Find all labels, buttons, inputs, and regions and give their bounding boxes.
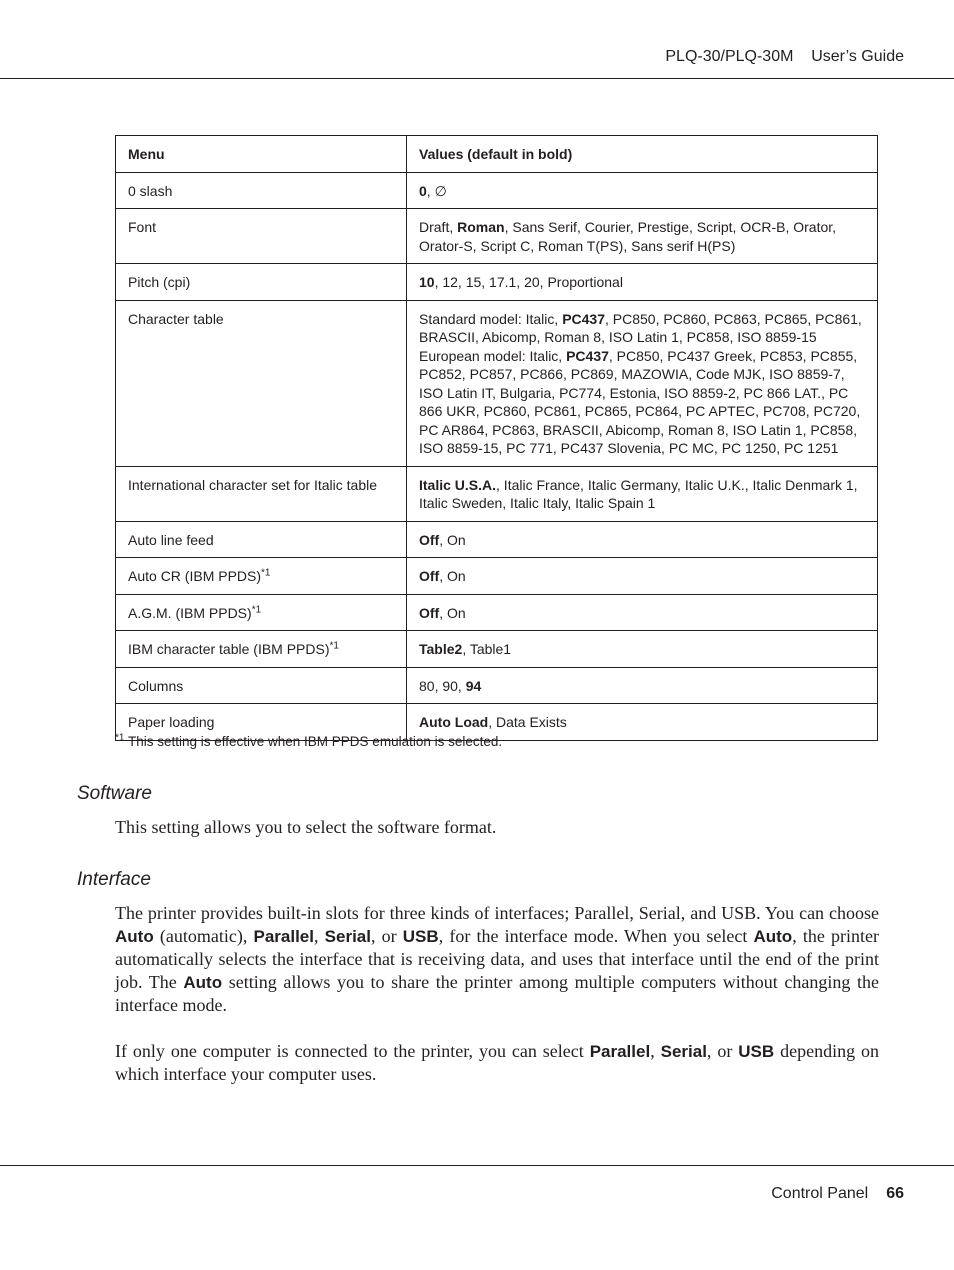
option-parallel: Parallel xyxy=(589,1042,651,1061)
other-values: , PC850, PC860, PC863, PC865, PC861, BRASCII, Abicomp, Roman 8, ISO Latin 1, PC858, ISO 8859-15 xyxy=(419,310,862,345)
column-header-values: Values (default in bold) xyxy=(407,136,878,173)
text-run: , for the interface mode. When you select xyxy=(438,926,754,946)
option-parallel: Parallel xyxy=(253,927,314,946)
values-cell xyxy=(407,172,878,209)
table-row xyxy=(116,558,878,595)
text-run: depending on which interface your computer uses. xyxy=(115,1041,879,1084)
text-run: , the printer automatically selects the interface that is receiving data, and uses that interface until the end of the print job. The xyxy=(115,926,879,992)
menu-cell xyxy=(116,631,407,668)
european-model-label: European model: Italic, xyxy=(419,347,567,364)
values-cell xyxy=(407,558,878,595)
default-value: Off xyxy=(419,531,440,548)
option-auto: Auto xyxy=(183,973,223,992)
menu-cell: Paper loading xyxy=(116,704,407,741)
menu-label: A.G.M. (IBM PPDS) xyxy=(128,604,252,621)
values-cell xyxy=(407,466,878,521)
running-footer xyxy=(771,1185,904,1203)
standard-model-label: Standard model: Italic, xyxy=(419,310,563,327)
default-value: PC437 xyxy=(566,347,609,364)
settings-table xyxy=(115,135,878,741)
default-value: Auto Load xyxy=(419,714,489,730)
table-header-row xyxy=(116,136,878,173)
default-value: Off xyxy=(419,568,440,584)
menu-cell: Pitch (cpi) xyxy=(116,264,407,301)
default-value: Italic U.S.A. xyxy=(419,476,497,493)
other-values: , On xyxy=(439,604,466,621)
menu-cell: Columns xyxy=(116,667,407,704)
other-values: , Italic France, Italic Germany, Italic U.K., Italic Denmark 1, Italic Sweden, Italic Italy, Italic Spain 1 xyxy=(419,476,858,511)
other-values: , On xyxy=(439,531,466,548)
default-value: 0 xyxy=(419,182,427,199)
option-usb: USB xyxy=(402,927,439,946)
software-heading: Software xyxy=(77,783,152,804)
text-run: , or xyxy=(370,926,403,946)
option-serial: Serial xyxy=(660,1042,707,1061)
software-description: This setting allows you to select the software format. xyxy=(115,817,497,837)
other-values: , 12, 15, 17.1, 20, Proportional xyxy=(434,274,623,290)
footnote-text: This setting is effective when IBM PPDS emulation is selected. xyxy=(124,734,503,749)
text-run: setting allows you to share the printer among multiple computers without changing the interface mode. xyxy=(115,972,879,1015)
values-cell xyxy=(407,521,878,558)
text-run: The printer provides built-in slots for three kinds of interfaces; Parallel, Serial, and USB. You can choose xyxy=(115,903,879,923)
default-value: 10 xyxy=(419,274,435,290)
default-value: Off xyxy=(419,604,440,621)
values-cell xyxy=(407,631,878,668)
interface-paragraph-1 xyxy=(115,902,879,1017)
menu-cell: Character table xyxy=(116,300,407,466)
menu-label: Auto CR (IBM PPDS) xyxy=(128,568,262,584)
other-values: , Table1 xyxy=(462,641,512,657)
table-row xyxy=(116,594,878,631)
footnote-ref: *1 xyxy=(329,640,339,652)
table-row xyxy=(116,264,878,301)
running-header: PLQ-30/PLQ-30M User’s Guide xyxy=(665,48,904,65)
footnote-mark: *1 xyxy=(115,732,125,744)
table-row xyxy=(116,521,878,558)
table-row xyxy=(116,209,878,264)
table-row xyxy=(116,466,878,521)
table-row xyxy=(116,172,878,209)
option-serial: Serial xyxy=(324,927,371,946)
footer-section: Control Panel xyxy=(771,1185,869,1202)
menu-cell: 0 slash xyxy=(116,172,407,209)
leading-values: 80, 90, xyxy=(419,677,466,694)
footer-rule xyxy=(0,1165,954,1166)
interface-heading: Interface xyxy=(77,869,151,890)
values-cell xyxy=(407,594,878,631)
option-auto: Auto xyxy=(753,927,793,946)
text-run: , xyxy=(314,926,325,946)
other-values: , PC850, PC437 Greek, PC853, PC855, PC852, PC857, PC866, PC869, MAZOWIA, Code MJK, ISO 8859-7, ISO Latin IT, Bulgaria, PC774, Estonia, ISO 8859-2, PC 866 LAT., PC 866 UKR, PC860, PC861, PC865, PC864, PC APTEC, PC708, PC720, PC AR864, PC863, BRASCII, Abicomp, Roman 8, ISO Latin 1, PC858, ISO 8859-15, PC 771, PC437 Slovenia, PC MC, PC 1250, PC 1251 xyxy=(419,347,861,456)
other-values: , On xyxy=(439,568,466,584)
page-number: 66 xyxy=(886,1185,904,1202)
menu-cell xyxy=(116,594,407,631)
values-cell xyxy=(407,209,878,264)
default-value: Table2 xyxy=(419,641,463,657)
leading-values: Draft, xyxy=(419,219,458,235)
default-value: PC437 xyxy=(562,310,605,327)
menu-cell xyxy=(116,558,407,595)
values-cell xyxy=(407,667,878,704)
option-usb: USB xyxy=(738,1042,775,1061)
other-values: , Sans Serif, Courier, Prestige, Script, OCR-B, Orator, Orator-S, Script C, Roman T(PS), Sans serif H(PS) xyxy=(419,219,837,254)
text-run: , or xyxy=(706,1041,739,1061)
values-cell xyxy=(407,300,878,466)
footnote-ref: *1 xyxy=(251,603,262,615)
option-auto: Auto xyxy=(115,927,154,946)
text-run: If only one computer is connected to the printer, you can select xyxy=(115,1041,590,1061)
menu-cell: Font xyxy=(116,209,407,264)
header-rule xyxy=(0,78,954,79)
menu-cell: International character set for Italic table xyxy=(116,466,407,521)
other-values: , Data Exists xyxy=(488,714,567,730)
text-run: , xyxy=(650,1041,661,1061)
table-footnote xyxy=(115,734,502,749)
table-row xyxy=(116,300,878,466)
menu-cell: Auto line feed xyxy=(116,521,407,558)
menu-label: IBM character table (IBM PPDS) xyxy=(128,641,330,657)
interface-paragraph-2 xyxy=(115,1040,879,1086)
table-row xyxy=(116,667,878,704)
table-row xyxy=(116,631,878,668)
other-values: , ∅ xyxy=(426,182,447,199)
footnote-ref: *1 xyxy=(261,567,271,579)
text-run: (automatic), xyxy=(153,926,254,946)
default-value: Roman xyxy=(457,219,505,235)
default-value: 94 xyxy=(465,677,482,694)
column-header-menu: Menu xyxy=(116,136,407,173)
values-cell xyxy=(407,264,878,301)
